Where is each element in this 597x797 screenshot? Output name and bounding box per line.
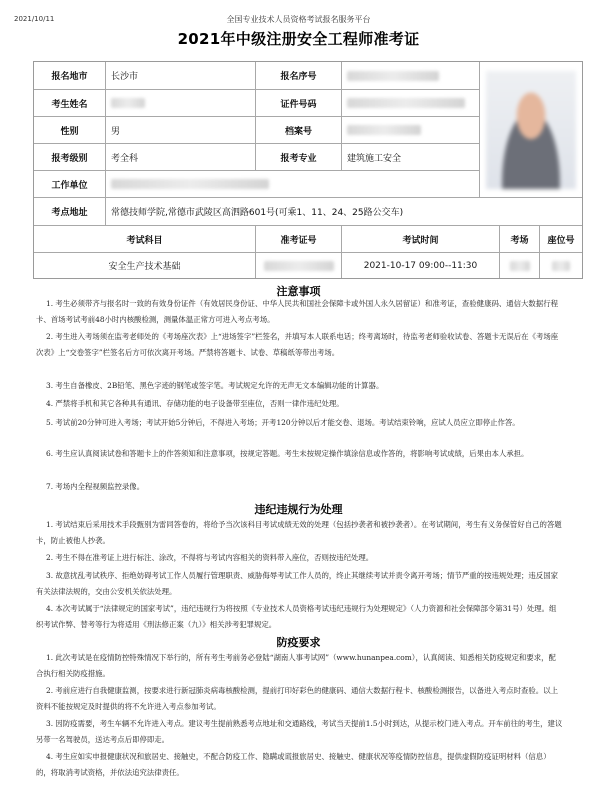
label-work-unit: 工作单位 <box>34 171 106 198</box>
violation-1: 1. 考试结束后采用技术手段甄别为雷同答卷的，将给予当次该科目考试成绩无效的处理（包括抄袭者和被抄袭者）。在考试期间，考生有义务保管好自己的答题卡，防止被他人抄袭。 <box>36 520 562 545</box>
value-exam-level: 考全科 <box>106 144 256 171</box>
redacted-name <box>111 98 145 108</box>
note-2: 2. 考生进入考场须在监考老师处的《考场座次表》上“进场签字”栏签名，并填写本人联系电话；终考离场时，待监考老师验收试卷、答题卡无误后在《考场座次表》上“交卷签字”栏签名后方可依次离开考场。严禁将答题卡、试卷、草稿纸等带出考场。 <box>36 332 559 357</box>
candidate-photo <box>480 62 582 198</box>
label-registration-no: 报名序号 <box>256 62 342 90</box>
epidemic-3: 3. 因防疫需要，考生车辆不允许进入考点。建议考生提前熟悉考点地址和交通路线，考试当天提前1.5小时到达，从提示校门进入考点。开车前往的考生，建议另带一名驾驶员，送达考点后即停即走。 <box>36 719 563 744</box>
value-exam-site: 常德技师学院,常德市武陵区高泗路601号(可乘1、11、24、25路公交车) <box>106 198 582 226</box>
violation-4: 4. 本次考试属于“法律规定的国家考试”，违纪违规行为将按照《专业技术人员资格考试违纪违规行为处理规定》（人力资源和社会保障部令第31号）处理。组织考试作弊、替考等行为将适用《刑法修正案（九）》相关涉考犯罪规定。 <box>36 604 557 629</box>
note-1: 1. 考生必须带齐与报名时一致的有效身份证件（有效居民身份证、中华人民共和国社会保障卡或外国人永久居留证）和准考证，查验健康码、通信大数据行程卡、首场考试考前48小时内核酸检测，测量体温正常方可进入考点考场。 <box>36 299 558 324</box>
blurred-portrait <box>486 71 576 189</box>
exam-room <box>500 253 540 278</box>
notes-heading: 注意事项 <box>276 285 321 298</box>
epidemic-2: 2. 考前应进行自我健康监测，按要求进行新冠肺炎病毒核酸检测，提前打印好彩色的健康码、通信大数据行程卡、核酸检测报告，以备进入考点时查验。以上资料不能按规定及时提供的将不允许进入考点参加考试。 <box>36 686 558 711</box>
label-candidate-name: 考生姓名 <box>34 90 106 117</box>
note-3: 3. 考生自备橡皮、2B铅笔、黑色字迹的钢笔或签字笔。考试规定允许的无声无文本编辑功能的计算器。 <box>46 381 384 390</box>
epidemic-1: 1. 此次考试是在疫情防控特殊情况下举行的，所有考生考前务必登陆“湖南人事考试网”（www.hunanpea.com），认真阅读、知悉相关防疫规定和要求，配合执行相关防疫措施。 <box>36 653 556 678</box>
label-gender: 性别 <box>34 117 106 144</box>
violation-2: 2. 考生不得在准考证上进行标注、涂改，不得将与考试内容相关的资料带入座位，否则按违纪处理。 <box>46 553 374 562</box>
violation-3: 3. 故意扰乱考试秩序、拒绝妨碍考试工作人员履行管理职责、威胁侮辱考试工作人员的，终止其继续考试并责令离开考场；情节严重的按违规处理；违反国家有关法律法规的，交由公安机关依法处理。 <box>36 571 558 596</box>
label-exam-city: 报名地市 <box>34 62 106 90</box>
label-exam-level: 报考级别 <box>34 144 106 171</box>
violation-heading: 违纪违规行为处理 <box>254 503 343 516</box>
value-registration-no <box>342 62 480 90</box>
redacted-registration-no <box>347 71 439 81</box>
note-7: 7. 考场内全程视频监控录像。 <box>46 482 145 491</box>
admission-ticket-table <box>33 61 583 279</box>
epidemic-4: 4. 考生应如实申报健康状况和旅居史、接触史，不配合防疫工作、隐瞒或谎报旅居史、接触史、健康状况等疫情防控信息，提供虚假防疫证明材料（信息）的，将取消考试资格，并依法追究法律责任。 <box>36 752 551 777</box>
redacted-ticket-no <box>264 261 334 271</box>
redacted-id-number <box>347 98 465 108</box>
value-exam-city: 长沙市 <box>106 62 256 90</box>
header-seat: 座位号 <box>540 226 582 253</box>
redacted-room <box>510 261 530 271</box>
note-5: 5. 考试前20分钟可进入考场；考试开始5分钟后，不得进入考场；开考120分钟以后才能交卷、退场。考试结束铃响，应试人员应立即停止作答。 <box>46 418 520 427</box>
header-exam-time: 考试时间 <box>342 226 500 253</box>
page-title: 2021年中级注册安全工程师准考证 <box>177 30 420 48</box>
header-room: 考场 <box>500 226 540 253</box>
exam-seat <box>540 253 582 278</box>
redacted-file-no <box>347 125 421 135</box>
exam-subject: 安全生产技术基础 <box>34 253 256 278</box>
redacted-seat <box>552 261 570 271</box>
exam-time: 2021-10-17 09:00--11:30 <box>342 253 500 278</box>
label-file-no: 档案号 <box>256 117 342 144</box>
header-ticket-no: 准考证号 <box>256 226 342 253</box>
value-work-unit <box>106 171 480 198</box>
exam-ticket-no <box>256 253 342 278</box>
label-id-number: 证件号码 <box>256 90 342 117</box>
platform-name: 全国专业技术人员资格考试报名服务平台 <box>226 15 371 24</box>
note-4: 4. 严禁将手机和其它各种具有通讯、存储功能的电子设备带至座位，否则一律作违纪处理。 <box>46 399 344 408</box>
epidemic-heading: 防疫要求 <box>276 636 321 649</box>
value-exam-major: 建筑施工安全 <box>342 144 480 171</box>
value-candidate-name <box>106 90 256 117</box>
redacted-work-unit <box>111 179 269 189</box>
value-gender: 男 <box>106 117 256 144</box>
note-6: 6. 考生应认真阅读试卷和答题卡上的作答须知和注意事项，按规定答题。考生未按规定操作填涂信息或作答的，将影响考试成绩，后果由本人承担。 <box>46 449 529 458</box>
label-exam-major: 报考专业 <box>256 144 342 171</box>
value-id-number <box>342 90 480 117</box>
value-file-no <box>342 117 480 144</box>
header-subject: 考试科目 <box>34 226 256 253</box>
label-exam-site: 考点地址 <box>34 198 106 226</box>
print-date: 2021/10/11 <box>14 15 55 23</box>
